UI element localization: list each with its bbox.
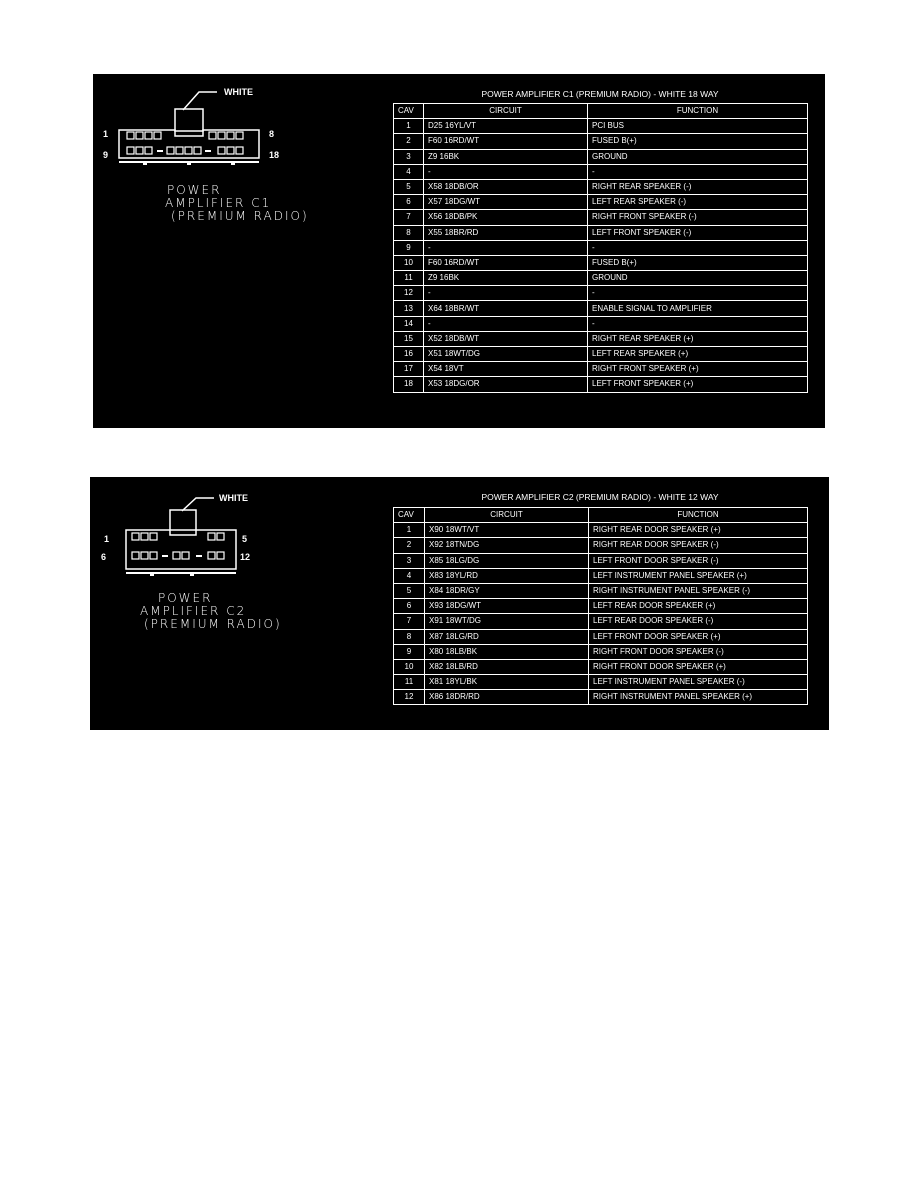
cav-cell: 9 xyxy=(394,240,424,255)
cav-cell: 5 xyxy=(394,583,425,598)
function-cell: RIGHT FRONT DOOR SPEAKER (-) xyxy=(589,644,808,659)
function-cell: RIGHT REAR DOOR SPEAKER (-) xyxy=(589,538,808,553)
circuit-cell: F60 16RD/WT xyxy=(424,255,588,270)
circuit-cell: X56 18DB/PK xyxy=(424,210,588,225)
table-row xyxy=(394,659,808,674)
circuit-cell: X57 18DG/WT xyxy=(424,195,588,210)
circuit-cell: X86 18DR/RD xyxy=(425,690,589,705)
function-cell: ENABLE SIGNAL TO AMPLIFIER xyxy=(588,301,808,316)
table-row xyxy=(394,568,808,583)
connector-panel-c2 xyxy=(90,477,829,730)
function-cell: FUSED B(+) xyxy=(588,255,808,270)
cav-cell: 4 xyxy=(394,568,425,583)
header-cav: CAV xyxy=(394,104,424,119)
cav-cell: 6 xyxy=(394,195,424,210)
circuit-cell: - xyxy=(424,286,588,301)
function-cell: - xyxy=(588,316,808,331)
circuit-cell: X82 18LB/RD xyxy=(425,659,589,674)
cav-cell: 5 xyxy=(394,179,424,194)
cav-cell: 10 xyxy=(394,659,425,674)
cav-cell: 18 xyxy=(394,377,424,392)
table-row xyxy=(394,286,808,301)
table-row xyxy=(394,195,808,210)
circuit-cell: - xyxy=(424,316,588,331)
function-cell: RIGHT FRONT SPEAKER (+) xyxy=(588,362,808,377)
function-cell: RIGHT REAR DOOR SPEAKER (+) xyxy=(589,523,808,538)
table-row xyxy=(394,583,808,598)
table-row xyxy=(394,255,808,270)
table-row xyxy=(394,301,808,316)
table-row xyxy=(394,675,808,690)
table-row xyxy=(394,271,808,286)
function-cell: GROUND xyxy=(588,271,808,286)
circuit-cell: X80 18LB/BK xyxy=(425,644,589,659)
circuit-cell: X64 18BR/WT xyxy=(424,301,588,316)
table-row xyxy=(394,644,808,659)
function-cell: LEFT INSTRUMENT PANEL SPEAKER (-) xyxy=(589,675,808,690)
table-row xyxy=(394,377,808,392)
cav-cell: 14 xyxy=(394,316,424,331)
circuit-cell: X92 18TN/DG xyxy=(425,538,589,553)
function-cell: RIGHT FRONT SPEAKER (-) xyxy=(588,210,808,225)
function-cell: LEFT FRONT DOOR SPEAKER (-) xyxy=(589,553,808,568)
pin-label-5: 5 xyxy=(242,534,248,544)
pinout-table xyxy=(393,507,808,705)
pin-label-12: 12 xyxy=(240,552,251,562)
function-cell: GROUND xyxy=(588,149,808,164)
cav-cell: 2 xyxy=(394,134,424,149)
table-row xyxy=(394,164,808,179)
cav-cell: 8 xyxy=(394,629,425,644)
circuit-cell: X84 18DR/GY xyxy=(425,583,589,598)
circuit-cell: - xyxy=(424,240,588,255)
circuit-cell: X90 18WT/VT xyxy=(425,523,589,538)
function-cell: LEFT REAR DOOR SPEAKER (-) xyxy=(589,614,808,629)
function-cell: FUSED B(+) xyxy=(588,134,808,149)
pin-label-1: 1 xyxy=(104,534,110,544)
connector-c1-outline xyxy=(93,74,293,184)
function-cell: LEFT REAR SPEAKER (-) xyxy=(588,195,808,210)
circuit-cell: - xyxy=(424,164,588,179)
table-header-row xyxy=(394,508,808,523)
cav-cell: 13 xyxy=(394,301,424,316)
connector-c2-outline xyxy=(90,477,290,587)
cav-cell: 11 xyxy=(394,675,425,690)
pin-label-8: 8 xyxy=(269,129,275,139)
table-row xyxy=(394,225,808,240)
table-row xyxy=(394,553,808,568)
function-cell: RIGHT INSTRUMENT PANEL SPEAKER (-) xyxy=(589,583,808,598)
table-row xyxy=(394,362,808,377)
connector-panel-c1 xyxy=(93,74,825,428)
wire-color-label: WHITE xyxy=(219,493,248,503)
table-row xyxy=(394,523,808,538)
cav-cell: 6 xyxy=(394,599,425,614)
function-cell: LEFT REAR SPEAKER (+) xyxy=(588,347,808,362)
table-row xyxy=(394,690,808,705)
circuit-cell: X53 18DG/OR xyxy=(424,377,588,392)
connector-name-line-1: POWER xyxy=(158,591,213,605)
circuit-cell: X51 18WT/DG xyxy=(424,347,588,362)
cav-cell: 16 xyxy=(394,347,424,362)
table-row xyxy=(394,629,808,644)
pinout-table xyxy=(393,103,808,393)
function-cell: - xyxy=(588,164,808,179)
cav-cell: 8 xyxy=(394,225,424,240)
cav-cell: 3 xyxy=(394,149,424,164)
function-cell: RIGHT INSTRUMENT PANEL SPEAKER (+) xyxy=(589,690,808,705)
pin-label-6: 6 xyxy=(101,552,107,562)
table-row xyxy=(394,347,808,362)
cav-cell: 11 xyxy=(394,271,424,286)
circuit-cell: X55 18BR/RD xyxy=(424,225,588,240)
header-cav: CAV xyxy=(394,508,425,523)
function-cell: LEFT REAR DOOR SPEAKER (+) xyxy=(589,599,808,614)
table-row xyxy=(394,179,808,194)
table-row xyxy=(394,134,808,149)
cav-cell: 12 xyxy=(394,690,425,705)
cav-cell: 1 xyxy=(394,523,425,538)
function-cell: LEFT FRONT SPEAKER (+) xyxy=(588,377,808,392)
circuit-cell: Z9 16BK xyxy=(424,149,588,164)
circuit-cell: Z9 16BK xyxy=(424,271,588,286)
connector-name-line-2: AMPLIFIER C1 xyxy=(165,196,272,210)
circuit-cell: X58 18DB/OR xyxy=(424,179,588,194)
table-row xyxy=(394,240,808,255)
cav-cell: 7 xyxy=(394,614,425,629)
connector-name-line-1: POWER xyxy=(167,183,222,197)
table-row xyxy=(394,599,808,614)
circuit-cell: X52 18DB/WT xyxy=(424,331,588,346)
header-function: FUNCTION xyxy=(589,508,808,523)
function-cell: RIGHT REAR SPEAKER (+) xyxy=(588,331,808,346)
circuit-cell: X54 18VT xyxy=(424,362,588,377)
cav-cell: 17 xyxy=(394,362,424,377)
table-row xyxy=(394,149,808,164)
connector-name-line-3: (PREMIUM RADIO) xyxy=(144,617,282,631)
table-row xyxy=(394,119,808,134)
table-header-row xyxy=(394,104,808,119)
header-function: FUNCTION xyxy=(588,104,808,119)
cav-cell: 3 xyxy=(394,553,425,568)
wire-color-label: WHITE xyxy=(224,87,253,97)
function-cell: - xyxy=(588,286,808,301)
table-title: POWER AMPLIFIER C1 (PREMIUM RADIO) - WHITE 18 WAY xyxy=(481,89,719,99)
pin-label-18: 18 xyxy=(269,150,280,160)
function-cell: RIGHT REAR SPEAKER (-) xyxy=(588,179,808,194)
table-title: POWER AMPLIFIER C2 (PREMIUM RADIO) - WHITE 12 WAY xyxy=(481,492,719,502)
circuit-cell: X81 18YL/BK xyxy=(425,675,589,690)
function-cell: LEFT INSTRUMENT PANEL SPEAKER (+) xyxy=(589,568,808,583)
function-cell: RIGHT FRONT DOOR SPEAKER (+) xyxy=(589,659,808,674)
circuit-cell: X87 18LG/RD xyxy=(425,629,589,644)
function-cell: LEFT FRONT DOOR SPEAKER (+) xyxy=(589,629,808,644)
circuit-cell: X85 18LG/DG xyxy=(425,553,589,568)
circuit-cell: X91 18WT/DG xyxy=(425,614,589,629)
table-row xyxy=(394,538,808,553)
connector-name xyxy=(140,592,282,631)
function-cell: - xyxy=(588,240,808,255)
cav-cell: 15 xyxy=(394,331,424,346)
circuit-cell: X83 18YL/RD xyxy=(425,568,589,583)
connector-name-line-3: (PREMIUM RADIO) xyxy=(171,209,309,223)
pin-label-9: 9 xyxy=(103,150,109,160)
header-circuit: CIRCUIT xyxy=(425,508,589,523)
cav-cell: 1 xyxy=(394,119,424,134)
circuit-cell: F60 16RD/WT xyxy=(424,134,588,149)
pin-label-1: 1 xyxy=(103,129,109,139)
header-circuit: CIRCUIT xyxy=(424,104,588,119)
function-cell: PCI BUS xyxy=(588,119,808,134)
table-row xyxy=(394,316,808,331)
circuit-cell: D25 16YL/VT xyxy=(424,119,588,134)
cav-cell: 9 xyxy=(394,644,425,659)
cav-cell: 7 xyxy=(394,210,424,225)
function-cell: LEFT FRONT SPEAKER (-) xyxy=(588,225,808,240)
table-row xyxy=(394,614,808,629)
cav-cell: 12 xyxy=(394,286,424,301)
circuit-cell: X93 18DG/WT xyxy=(425,599,589,614)
table-row xyxy=(394,331,808,346)
connector-name-line-2: AMPLIFIER C2 xyxy=(140,604,247,618)
table-row xyxy=(394,210,808,225)
cav-cell: 4 xyxy=(394,164,424,179)
cav-cell: 10 xyxy=(394,255,424,270)
cav-cell: 2 xyxy=(394,538,425,553)
connector-name xyxy=(165,184,309,223)
